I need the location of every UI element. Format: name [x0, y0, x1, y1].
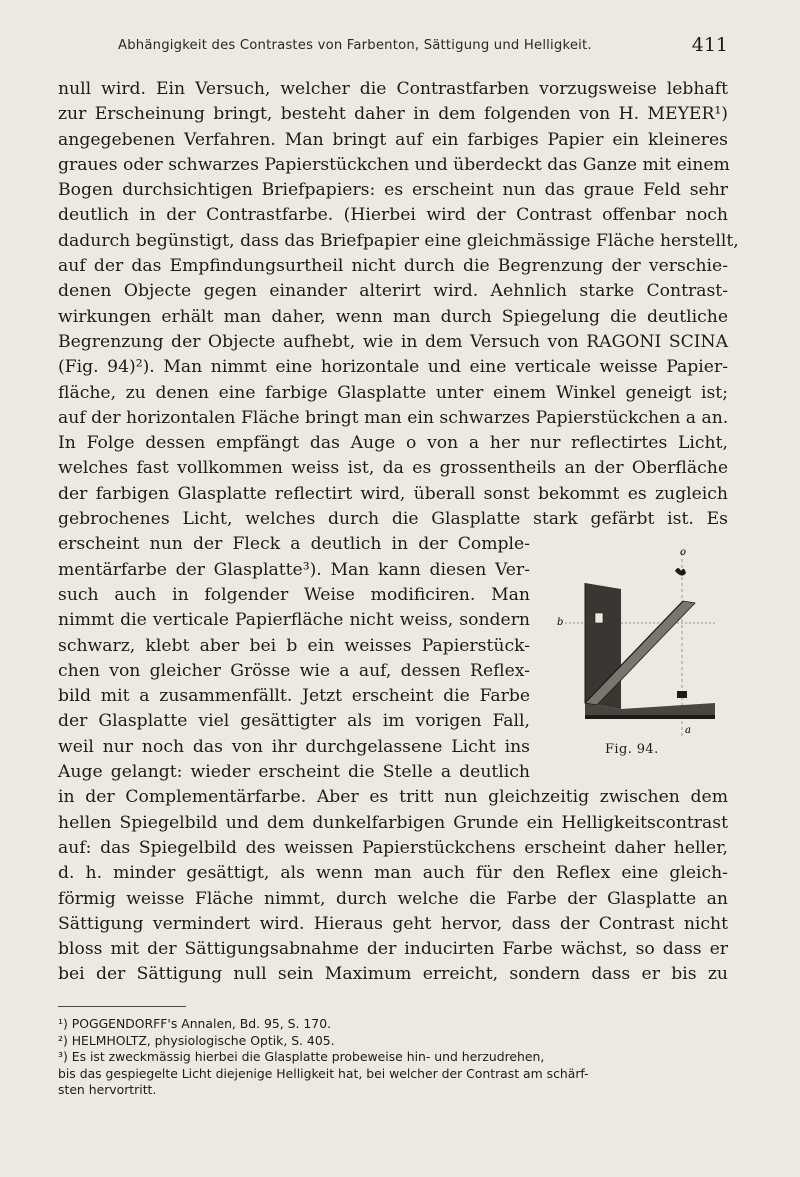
text-line: zur Erscheinung bringt, besteht daher in dem folgenden von H. MEYER¹)	[58, 104, 728, 125]
label-o: o	[680, 547, 687, 558]
footnote-2: ²) HELMHOLTZ, physiologische Optik, S. 405.	[58, 1032, 335, 1048]
text-line: Sättigung vermindert wird. Hieraus geht hervor, dass der Contrast nicht	[58, 913, 728, 934]
text-line: auf: das Spiegelbild des weissen Papierstückchens erscheint daher heller,	[58, 837, 728, 858]
text-line: Begrenzung der Objecte aufhebt, wie in dem Versuch von RAGONI SCINA	[58, 331, 728, 352]
text-line: null wird. Ein Versuch, welcher die Contrastfarben vorzugsweise lebhaft	[58, 79, 728, 99]
text-line: in der Complementärfarbe. Aber es tritt nun gleichzeitig zwischen dem	[58, 787, 728, 808]
page-number: 411	[691, 34, 728, 56]
text-line: denen Objecte gegen einander alterirt wird. Aehnlich starke Contrast-	[58, 281, 728, 302]
text-line: förmig weisse Fläche nimmt, durch welche die Farbe der Glasplatte an	[58, 888, 728, 909]
footnote-rule	[58, 1006, 186, 1007]
text-line: auf der horizontalen Fläche bringt man ein schwarzes Papierstückchen a an.	[58, 407, 729, 428]
text-line: In Folge dessen empfängt das Auge o von a her nur reflectirtes Licht,	[58, 433, 728, 454]
text-line-beside-figure: schwarz, klebt aber bei b ein weisses Papierstück-	[58, 635, 530, 656]
text-line: gebrochenes Licht, welches durch die Glasplatte stark gefärbt ist. Es	[58, 509, 728, 530]
label-b: b	[557, 617, 564, 628]
text-line: bei der Sättigung null sein Maximum erreicht, sondern dass er bis zu	[58, 964, 728, 985]
text-line: graues oder schwarzes Papierstückchen und überdeckt das Ganze mit einem	[58, 154, 730, 175]
text-line-beside-figure: such auch in folgender Weise modificiren. Man	[58, 584, 530, 605]
text-line: auf der das Empfindungsurtheil nicht durch die Begrenzung der verschie-	[58, 256, 728, 277]
text-line: d. h. minder gesättigt, als wenn man auch für den Reflex eine gleich-	[58, 863, 728, 884]
text-line-beside-figure: chen von gleicher Grösse wie a auf, dessen Reflex-	[58, 660, 530, 681]
text-line: Bogen durchsichtigen Briefpapiers: es erscheint nun das graue Feld sehr	[58, 180, 728, 201]
text-line: bloss mit der Sättigungsabnahme der inducirten Farbe wächst, so dass er	[58, 939, 728, 960]
text-line-beside-figure: erscheint nun der Fleck a deutlich in der Comple-	[58, 534, 530, 555]
running-head: Abhängigkeit des Contrastes von Farbenton, Sättigung und Helligkeit.	[118, 38, 592, 53]
text-line-beside-figure: der Glasplatte viel gesättigter als im vorigen Fall,	[58, 711, 530, 732]
footnotes	[58, 1016, 728, 1099]
text-line: welches fast vollkommen weiss ist, da es grossentheils an der Oberfläche	[58, 458, 728, 479]
body-text	[58, 77, 739, 988]
text-line: fläche, zu denen eine farbige Glasplatte unter einem Winkel geneigt ist;	[58, 382, 728, 403]
text-line-beside-figure: Auge gelangt: wieder erscheint die Stelle a deutlich	[58, 762, 530, 783]
footnote-1: ¹) POGGENDORFF's Annalen, Bd. 95, S. 170.	[58, 1016, 332, 1031]
footnote-3: ³) Es ist zweckmässig hierbei die Glasplatte probeweise hin- und herzudrehen,	[58, 1049, 545, 1064]
text-line: wirkungen erhält man daher, wenn man durch Spiegelung die deutliche	[58, 306, 728, 327]
eye-icon	[675, 568, 686, 576]
text-line: dadurch begünstigt, dass das Briefpapier eine gleichmässige Fläche herstellt,	[58, 230, 739, 251]
label-a: a	[685, 725, 691, 736]
text-line: hellen Spiegelbild und dem dunkelfarbigen Grunde ein Helligkeitscontrast	[58, 812, 728, 833]
text-line-beside-figure: mentärfarbe der Glasplatte³). Man kann diesen Ver-	[58, 559, 530, 580]
footnote-3-continued: sten hervortritt.	[58, 1082, 157, 1097]
text-line: angegebenen Verfahren. Man bringt auf ein farbiges Papier ein kleineres	[58, 129, 728, 150]
text-line-beside-figure: bild mit a zusammenfällt. Jetzt erscheint die Farbe	[58, 686, 530, 707]
text-line: (Fig. 94)²). Man nimmt eine horizontale und eine verticale weisse Papier-	[58, 357, 728, 378]
text-line: der farbigen Glasplatte reflectirt wird, überall sonst bekommt es zugleich	[58, 483, 728, 504]
black-paper-a	[677, 691, 687, 698]
white-paper-b	[595, 613, 603, 623]
footnote-3-continued: bis das gespiegelte Licht diejenige Helligkeit hat, bei welcher der Contrast am schärf-	[58, 1065, 589, 1081]
figure-caption: Fig. 94.	[605, 742, 659, 757]
figure-94-illustration	[555, 543, 730, 758]
text-line-beside-figure: weil nur noch das von ihr durchgelassene Licht ins	[58, 736, 530, 757]
text-line: deutlich in der Contrastfarbe. (Hierbei wird der Contrast offenbar noch	[58, 205, 728, 226]
page-header	[60, 34, 728, 58]
horizontal-edge	[585, 715, 715, 719]
text-line-beside-figure: nimmt die verticale Papierfläche nicht weiss, sondern	[58, 610, 530, 631]
